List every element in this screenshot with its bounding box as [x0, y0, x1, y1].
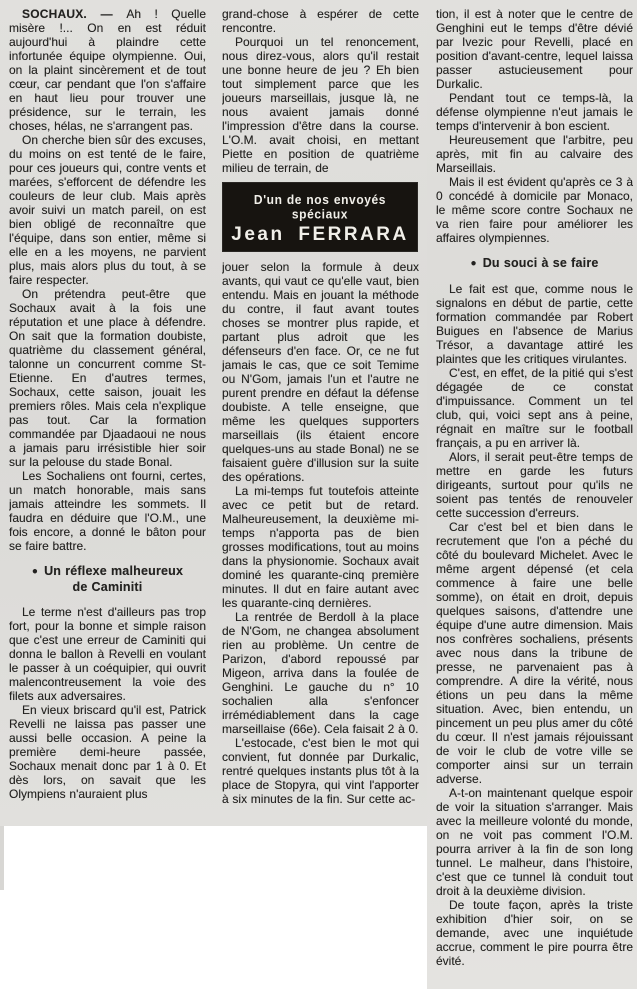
- paragraph: Pendant tout ce temps-là, la défense olympienne n'eut jamais le temps d'intervenir à bon escient.: [436, 91, 633, 133]
- paragraph: Alors, il serait peut-être temps de mettre en garde les futurs dirigeants, surtout pour qu'ils ne soient pas tentés de renouveler cette succession d'erreurs.: [436, 450, 633, 520]
- article-column-2: [222, 0, 419, 826]
- lead-in: SOCHAUX. —: [22, 7, 127, 21]
- byline-box: [223, 183, 417, 251]
- paragraph: Le fait est que, comme nous le signalons en début de partie, cette formation commandée par Robert Buigues en l'absence de Marius Trésor, a davantage attiré les plaintes que les critiques virulantes.: [436, 282, 633, 366]
- paragraph: SOCHAUX. — Ah ! Quelle misère !... On en est réduit aujourd'hui à plaindre cette infortunée équipe olympienne. Oui, on la plaint sincèrement et de tout cœur, car pendant que l'on s'affaire en haut lieu pour trouver une présidence, sur le terrain, les choses, hélas, ne s'arrangent pas.: [9, 7, 206, 133]
- bullet-icon: ●: [31, 566, 39, 577]
- paragraph: La mi-temps fut toutefois atteinte avec ce petit but de retard. Malheureusement, la deuxième mi-temps n'apporta pas de bien grosses modifications, tout au moins dans la physionomie. Sochaux avait dominé les quarante-cinq première minutes. Il dut en faire autant avec les quarante-cinq dernières.: [222, 484, 419, 610]
- paragraph: En vieux briscard qu'il est, Patrick Revelli ne laissa pas passer une aussi belle occasion. A peine la première demi-heure passée, Sochaux menait donc par 1 à 0. Et dès lors, on savait que les Olympiens n'auraient plus: [9, 703, 206, 801]
- paragraph: Le terme n'est d'ailleurs pas trop fort, pour la bonne et simple raison que c'est une erreur de Caminiti qui donna le ballon à Revelli en voulant le passer à un coéquipier, qui ouvrit malencontreusement la voie des filets aux adversaires.: [9, 605, 206, 703]
- paragraph: Les Sochaliens ont fourni, certes, un match honorable, mais sans jamais atteindre les sommets. Il faudra en déduire que l'O.M., une fois encore, a donné le bâton pour se faire battre.: [9, 469, 206, 553]
- paragraph: C'est, en effet, de la pitié qui s'est dégagée de ce constat d'impuissance. Comment un tel club, qui, voici sept ans à peine, régnait en maître sur le football français, a pu en arriver là.: [436, 366, 633, 450]
- article-column-3: [436, 0, 633, 989]
- paragraph: Car c'est bel et bien dans le recrutement que l'on a péché du côté du boulevard Michelet. Avec le même argent dépensé (et cela commence à faire une belle somme), on était en droit, depuis quelques saisons, d'attendre une équipe d'une autre dimension. Mais nos confrères sochaliens, présents avec nous dans la tribune de presse, ne parvenaient pas à comprendre. A dire la vérité, nous étions un peu dans la même situation. Avec, bien entendu, un pincement un peu plus amer du côté du cœur. Il n'est jamais réjouissant de voir le club de votre ville se comporter ainsi sur un terrain adverse.: [436, 520, 633, 786]
- paragraph: On prétendra peut-être que Sochaux avait à la fois une réputation et une place à défendre. On sait que la formation doubiste, quatrième du classement général, talonne un concurrent comme St-Etienne. En d'autres termes, Sochaux, cette saison, jouait les premiers rôles. Mais cela n'explique pas tout. Car la formation commandée par Djaadaoui ne nous a jamais paru irrésistible hier soir sur la pelouse du stade Bonal.: [9, 287, 206, 469]
- paragraph: A-t-on maintenant quelque espoir de voir la situation s'arranger. Mais avec la meilleure volonté du monde, on ne voit pas comment l'O.M. pourra arriver à la fin de son long tunnel. Le malheur, dans l'histoire, c'est que ce tunnel là conduit tout droit à la deuxième division.: [436, 786, 633, 898]
- bullet-icon: ●: [470, 258, 477, 269]
- paragraph: Pourquoi un tel renoncement, nous direz-vous, alors qu'il restait une bonne heure de jeu ? Eh bien tout simplement parce que les joueurs marseillais, jusque là, ne nous avaient jamais donné l'impression d'être dans la course. L'O.M. avait choisi, en mettant Piette en position de quatrième milieu de terrain, de: [222, 35, 419, 175]
- scan-edge-fragment: [0, 826, 4, 890]
- paragraph: tion, il est à noter que le centre de Genghini eut le temps d'être dévié par Ivezic pour Revelli, placé en position d'avant-centre, lequel laissa passer astucieusement pour Durkalic.: [436, 7, 633, 91]
- byline-kicker: D'un de nos envoyés spéciaux: [253, 192, 387, 222]
- paragraph: De toute façon, après la triste exhibition d'hier soir, on se demande, avec une inquiétude accrue, comment le pire pourra être évité.: [436, 898, 633, 968]
- paragraph: jouer selon la formule à deux avants, qui vaut ce qu'elle vaut, bien entendu. Mais en jouant la méthode du contre, il faut avant toutes choses se montrer plus rapide, et partant plus adroit que les défenseurs d'en face. Or, ce ne fut jamais le cas, que ce soit Temime ou N'Gom, jamais l'un et l'autre ne purent prendre en défaut la défense doubiste. A telle enseigne, que même les quelques supporters marseillais (ils étaient encore quelques-uns au stade Bonal) ne se faisaient guère d'illusion sur la suite des opérations.: [222, 260, 419, 484]
- byline-author: Jean FERRARA: [231, 224, 409, 245]
- paragraph: grand-chose à espérer de cette rencontre.: [222, 7, 419, 35]
- section-subhead: ● Du souci à se faire: [470, 256, 599, 270]
- paragraph: L'estocade, c'est bien le mot qui convient, fut donnée par Durkalic, rentré quelques instants plus tôt à la place de Stopyra, qui vint l'apporter à six minutes de la fin. Sur cette ac-: [222, 736, 419, 806]
- paragraph: La rentrée de Berdoll à la place de N'Gom, ne changea absolument rien au problème. Un centre de Parizon, d'abord repoussé par Migeon, arriva dans la foulée de Genghini. Le gauche du n° 10 sochalien alla s'enfoncer irrémédiablement dans la cage marseillaise (66e). Cela faisait 2 à 0.: [222, 610, 419, 736]
- paragraph: Heureusement que l'arbitre, peu après, mit fin au calvaire des Marseillais.: [436, 133, 633, 175]
- paragraph: Mais il est évident qu'après ce 3 à 0 concédé à domicile par Monaco, le même score contre Sochaux ne va rien faire pour améliorer les affaires olympiennes.: [436, 175, 633, 245]
- paragraph: On cherche bien sûr des excuses, du moins on est tenté de le faire, pour ces joueurs qui, contre vents et marées, s'efforcent de défendre les couleurs de leur club. Mais après avoir suivi un match pareil, on est bien obligé de reconnaître que l'équipe, dans son entier, même si elle en a les moyens, ne parvient plus, mais alors plus du tout, à se faire respecter.: [9, 133, 206, 287]
- article-column-1: [9, 0, 206, 826]
- section-subhead: ● Un réflexe malheureux de Caminiti: [31, 564, 184, 594]
